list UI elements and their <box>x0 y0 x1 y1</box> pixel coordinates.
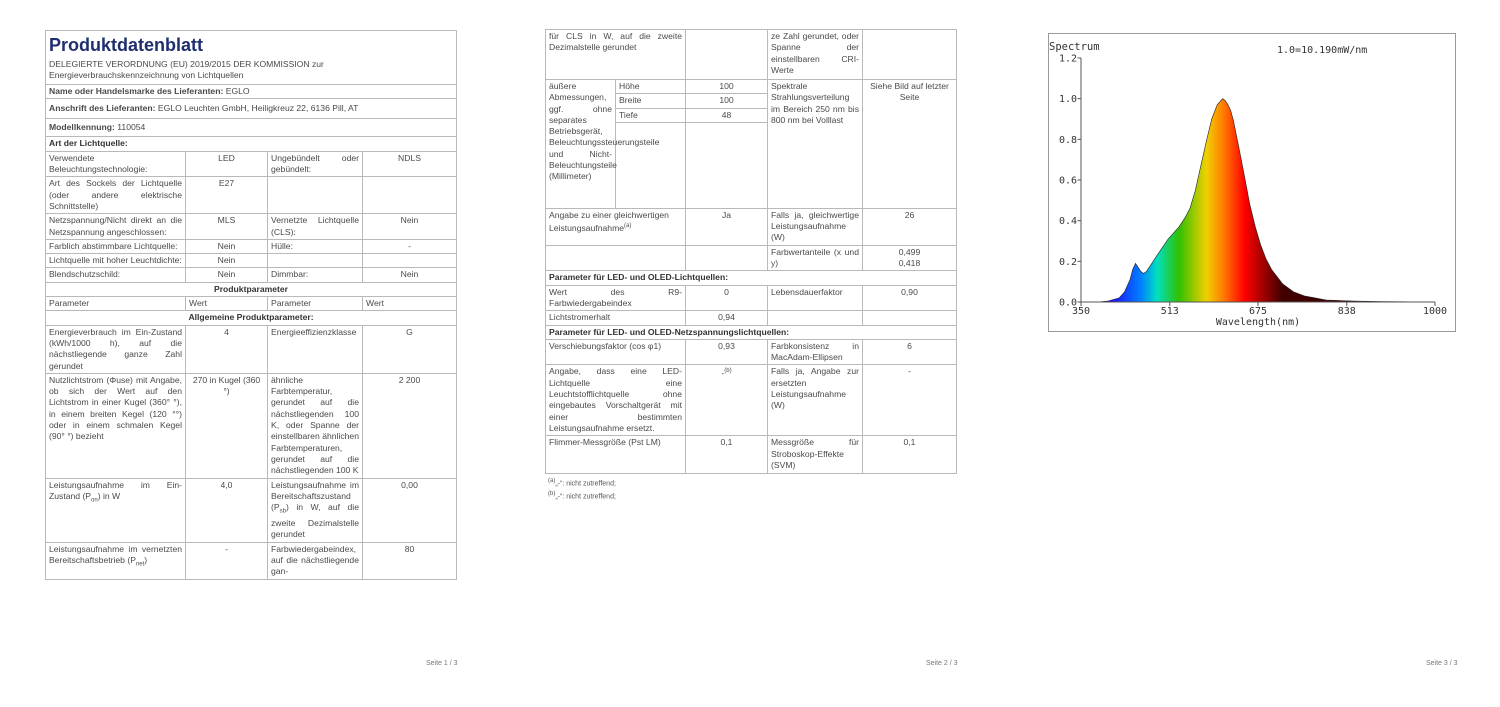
col-header-wert: Wert <box>186 297 268 311</box>
color-consistency-label: Farbkonsistenz in MacAdam-Ellipsen <box>768 339 863 365</box>
luminance-value: Nein <box>186 254 268 268</box>
mains-value: MLS <box>186 214 268 240</box>
y-tick-label: 0.0 <box>1058 297 1077 309</box>
page-title: Produktdatenblatt <box>49 35 204 55</box>
displacement-label: Verschiebungsfaktor (cos φ1) <box>546 339 686 365</box>
y-tick-label: 0.4 <box>1058 216 1077 228</box>
r9-label: Wert des R9-Farbwiedergabeindex <box>546 285 686 311</box>
depth-value: 48 <box>686 108 768 122</box>
x-tick-label: 1000 <box>1422 306 1448 317</box>
flicker-value: 0,1 <box>686 436 768 474</box>
spectrum-svg <box>1049 34 1455 331</box>
y-tick-label: 0.8 <box>1058 134 1077 146</box>
width-label: Breite <box>616 94 686 108</box>
envelope-label: Hülle: <box>268 239 363 253</box>
color-consistency-value: 6 <box>863 339 957 365</box>
chromaticity-label: Farbwertanteile (x und y) <box>768 245 863 271</box>
y-tick-label: 0.2 <box>1058 256 1077 268</box>
stroboscopic-value: 0,1 <box>863 436 957 474</box>
energy-consumption-value: 4 <box>186 325 268 373</box>
flux-maintenance-label: Lichtstromerhalt <box>546 311 686 325</box>
dimmable-value: Nein <box>363 268 457 282</box>
cls-label: Vernetzte Lichtquelle (CLS): <box>268 214 363 240</box>
tech-value: LED <box>186 151 268 177</box>
height-label: Höhe <box>616 80 686 94</box>
col-header-wert-2: Wert <box>363 297 457 311</box>
replacement-label: Angabe, dass eine LED-Lichtquelle eine Leuchtstofflichtquelle ohne eingebautes Vorschaltgerät mit einer bestimmten Leistungsaufnahme ersetzt. <box>546 365 686 436</box>
col-header-param-2: Parameter <box>268 297 363 311</box>
replacement-value: -$^{(b)}$ <box>686 365 768 436</box>
antiglare-label: Blendschutzschild: <box>46 268 186 282</box>
mains-label: Netzspannung/Nicht direkt an die Netzspannung angeschlossen: <box>46 214 186 240</box>
cct-value: 2 200 <box>363 373 457 478</box>
dimensions-label: äußere Abmessungen, ggf. ohne separates Betriebsgerät, Beleuchtungssteuerungsteile und Nicht-Beleuchtungsteile (Millimeter) <box>546 80 616 209</box>
efficiency-class-value: G <box>363 325 457 373</box>
address-value: EGLO Leuchten GmbH, Heiligkreuz 22, 6136 Pill, AT <box>157 102 359 113</box>
cct-label: ähnliche Farbtemperatur, gerundet auf die nächstliegenden 100 K, oder Spanne der einstellbaren ähnlichen Farbtemperaturen, gerundet auf die nächstliegenden 100 K <box>268 373 363 478</box>
col-header-param: Parameter <box>46 297 186 311</box>
footnote-b: $^{(b)}$„-“: nicht zutreffend; <box>548 491 616 501</box>
mains-params-header: Parameter für LED- und OLED-Netzspannungslichtquellen: <box>546 325 957 339</box>
standby-power-label: Leistungsaufnahme im Bereitschaftszustand $(P_{sb})$ in W, auf die zweite Dezimalstelle gerundet <box>268 478 363 542</box>
page-2 <box>500 0 1000 707</box>
led-params-header: Parameter für LED- und OLED-Lichtquellen: <box>546 271 957 285</box>
luminous-flux-value: 270 in Kugel (360 °) <box>186 373 268 478</box>
directional-label: Ungebündelt oder gebündelt: <box>268 151 363 177</box>
tech-label: Verwendete Beleuchtungstechnologie: <box>46 151 186 177</box>
spectral-label: Spektrale Strahlungsverteilung im Bereich 250 nm bis 800 nm bei Volllast <box>768 80 863 209</box>
network-standby-label: Leistungsaufnahme im vernetzten Bereitschaftsbetrieb $(P_{net})$ <box>46 542 186 579</box>
cri-label: Farbwiedergabeindex, auf die nächstliegende gan- <box>268 542 363 579</box>
x-tick-label: 513 <box>1160 306 1179 317</box>
envelope-value: - <box>363 239 457 253</box>
spectrum-chart <box>1048 33 1456 332</box>
chromaticity-value: 0,499 0,418 <box>863 245 957 271</box>
y-tick-label: 0.6 <box>1058 175 1077 187</box>
regulation-text: DELEGIERTE VERORDNUNG (EU) 2019/2015 DER KOMMISSION zur Energieverbrauchskennzeichnung von Lichtquellen <box>49 59 324 81</box>
standby-power-value: 0,00 <box>363 478 457 542</box>
on-power-label: Leistungsaufnahme im Ein-Zustand $(P_{on})$ in W <box>46 478 186 542</box>
x-tick-label: 675 <box>1248 306 1268 317</box>
general-params-header: Allgemeine Produktparameter: <box>46 311 457 325</box>
efficiency-class-label: Energieeffizienzklasse <box>268 325 363 373</box>
flicker-label: Flimmer-Messgröße (Pst LM) <box>546 436 686 474</box>
cls-value: Nein <box>363 214 457 240</box>
on-power-value: 4,0 <box>186 478 268 542</box>
supplier-value: EGLO <box>225 85 250 96</box>
equivalent-power-w-label: Falls ja, gleichwertige Leistungsaufnahme (W) <box>768 208 863 245</box>
standby-cont-label: für CLS in W, auf die zweite Dezimalstelle gerundet <box>546 30 686 80</box>
y-tick-label: 1.2 <box>1058 53 1077 65</box>
datasheet-table-p2 <box>545 29 957 474</box>
network-standby-value: - <box>186 542 268 579</box>
datasheet-table-p1 <box>45 30 457 580</box>
x-tick-label: 838 <box>1337 306 1356 317</box>
footnote-a: $^{(a)}$„-“: nicht zutreffend; <box>548 478 616 488</box>
depth-label: Tiefe <box>616 108 686 122</box>
flux-maintenance-value: 0,94 <box>686 311 768 325</box>
replacement-power-value: - <box>863 365 957 436</box>
supplier-label: Name oder Handelsmarke des Lieferanten: <box>49 85 224 96</box>
spectrum-area <box>1081 99 1435 302</box>
model-label: Modellkennung: <box>49 122 115 133</box>
spectral-value: Siehe Bild auf letzter Seite <box>863 80 957 209</box>
energy-consumption-label: Energieverbrauch im Ein-Zustand (kWh/1000 h), auf die nächstliegende ganze Zahl gerundet <box>46 325 186 373</box>
stroboscopic-label: Messgröße für Stroboskop-Effekte (SVM) <box>768 436 863 474</box>
address-label: Anschrift des Lieferanten: <box>49 102 156 113</box>
equivalent-power-label: Angabe zu einer gleichwertigen Leistungsaufnahme$^{(a)}$ <box>546 208 686 245</box>
product-params-header: Produktparameter <box>46 282 457 296</box>
directional-value: NDLS <box>363 151 457 177</box>
chart-title: Spectrum <box>1049 41 1100 53</box>
tunable-value: Nein <box>186 239 268 253</box>
width-value: 100 <box>686 94 768 108</box>
r9-value: 0 <box>686 285 768 311</box>
tunable-label: Farblich abstimmbare Lichtquelle: <box>46 239 186 253</box>
socket-value: E27 <box>186 177 268 214</box>
height-value: 100 <box>686 80 768 94</box>
x-tick-label: 350 <box>1071 306 1091 317</box>
page-1 <box>0 0 500 707</box>
equivalent-power-w-value: 26 <box>863 208 957 245</box>
luminance-label: Lichtquelle mit hoher Leuchtdichte: <box>46 254 186 268</box>
x-axis-label: Wavelength(nm) <box>1215 317 1301 328</box>
socket-label: Art des Sockels der Lichtquelle (oder andere elektrische Schnittstelle) <box>46 177 186 214</box>
chart-subtitle: 1.0=10.190mW/nm <box>1277 45 1368 56</box>
page-number-1: Seite 1 / 3 <box>426 660 458 667</box>
lifetime-value: 0,90 <box>863 285 957 311</box>
page-number-2: Seite 2 / 3 <box>926 660 958 667</box>
dimmable-label: Dimmbar: <box>268 268 363 282</box>
lifetime-label: Lebensdauerfaktor <box>768 285 863 311</box>
y-tick-label: 1.0 <box>1058 94 1077 106</box>
replacement-power-label: Falls ja, Angabe zur ersetzten Leistungsaufnahme (W) <box>768 365 863 436</box>
page-number-3: Seite 3 / 3 <box>1426 660 1458 667</box>
displacement-value: 0,93 <box>686 339 768 365</box>
antiglare-value: Nein <box>186 268 268 282</box>
luminous-flux-label: Nutzlichtstrom (Φuse) mit Angabe, ob sich der Wert auf den Lichtstrom in einer Kugel (360° °), in einem breiten Kegel (120 °°) oder in einem schmalen Kegel (90° °) bezieht <box>46 373 186 478</box>
model-value: 110054 <box>117 122 146 133</box>
cri-value: 80 <box>363 542 457 579</box>
type-header: Art der Lichtquelle: <box>46 137 457 151</box>
equivalent-power-value: Ja <box>686 208 768 245</box>
cri-cont-label: ze Zahl gerundet, oder Spanne der einstellbaren CRI-Werte <box>768 30 863 80</box>
